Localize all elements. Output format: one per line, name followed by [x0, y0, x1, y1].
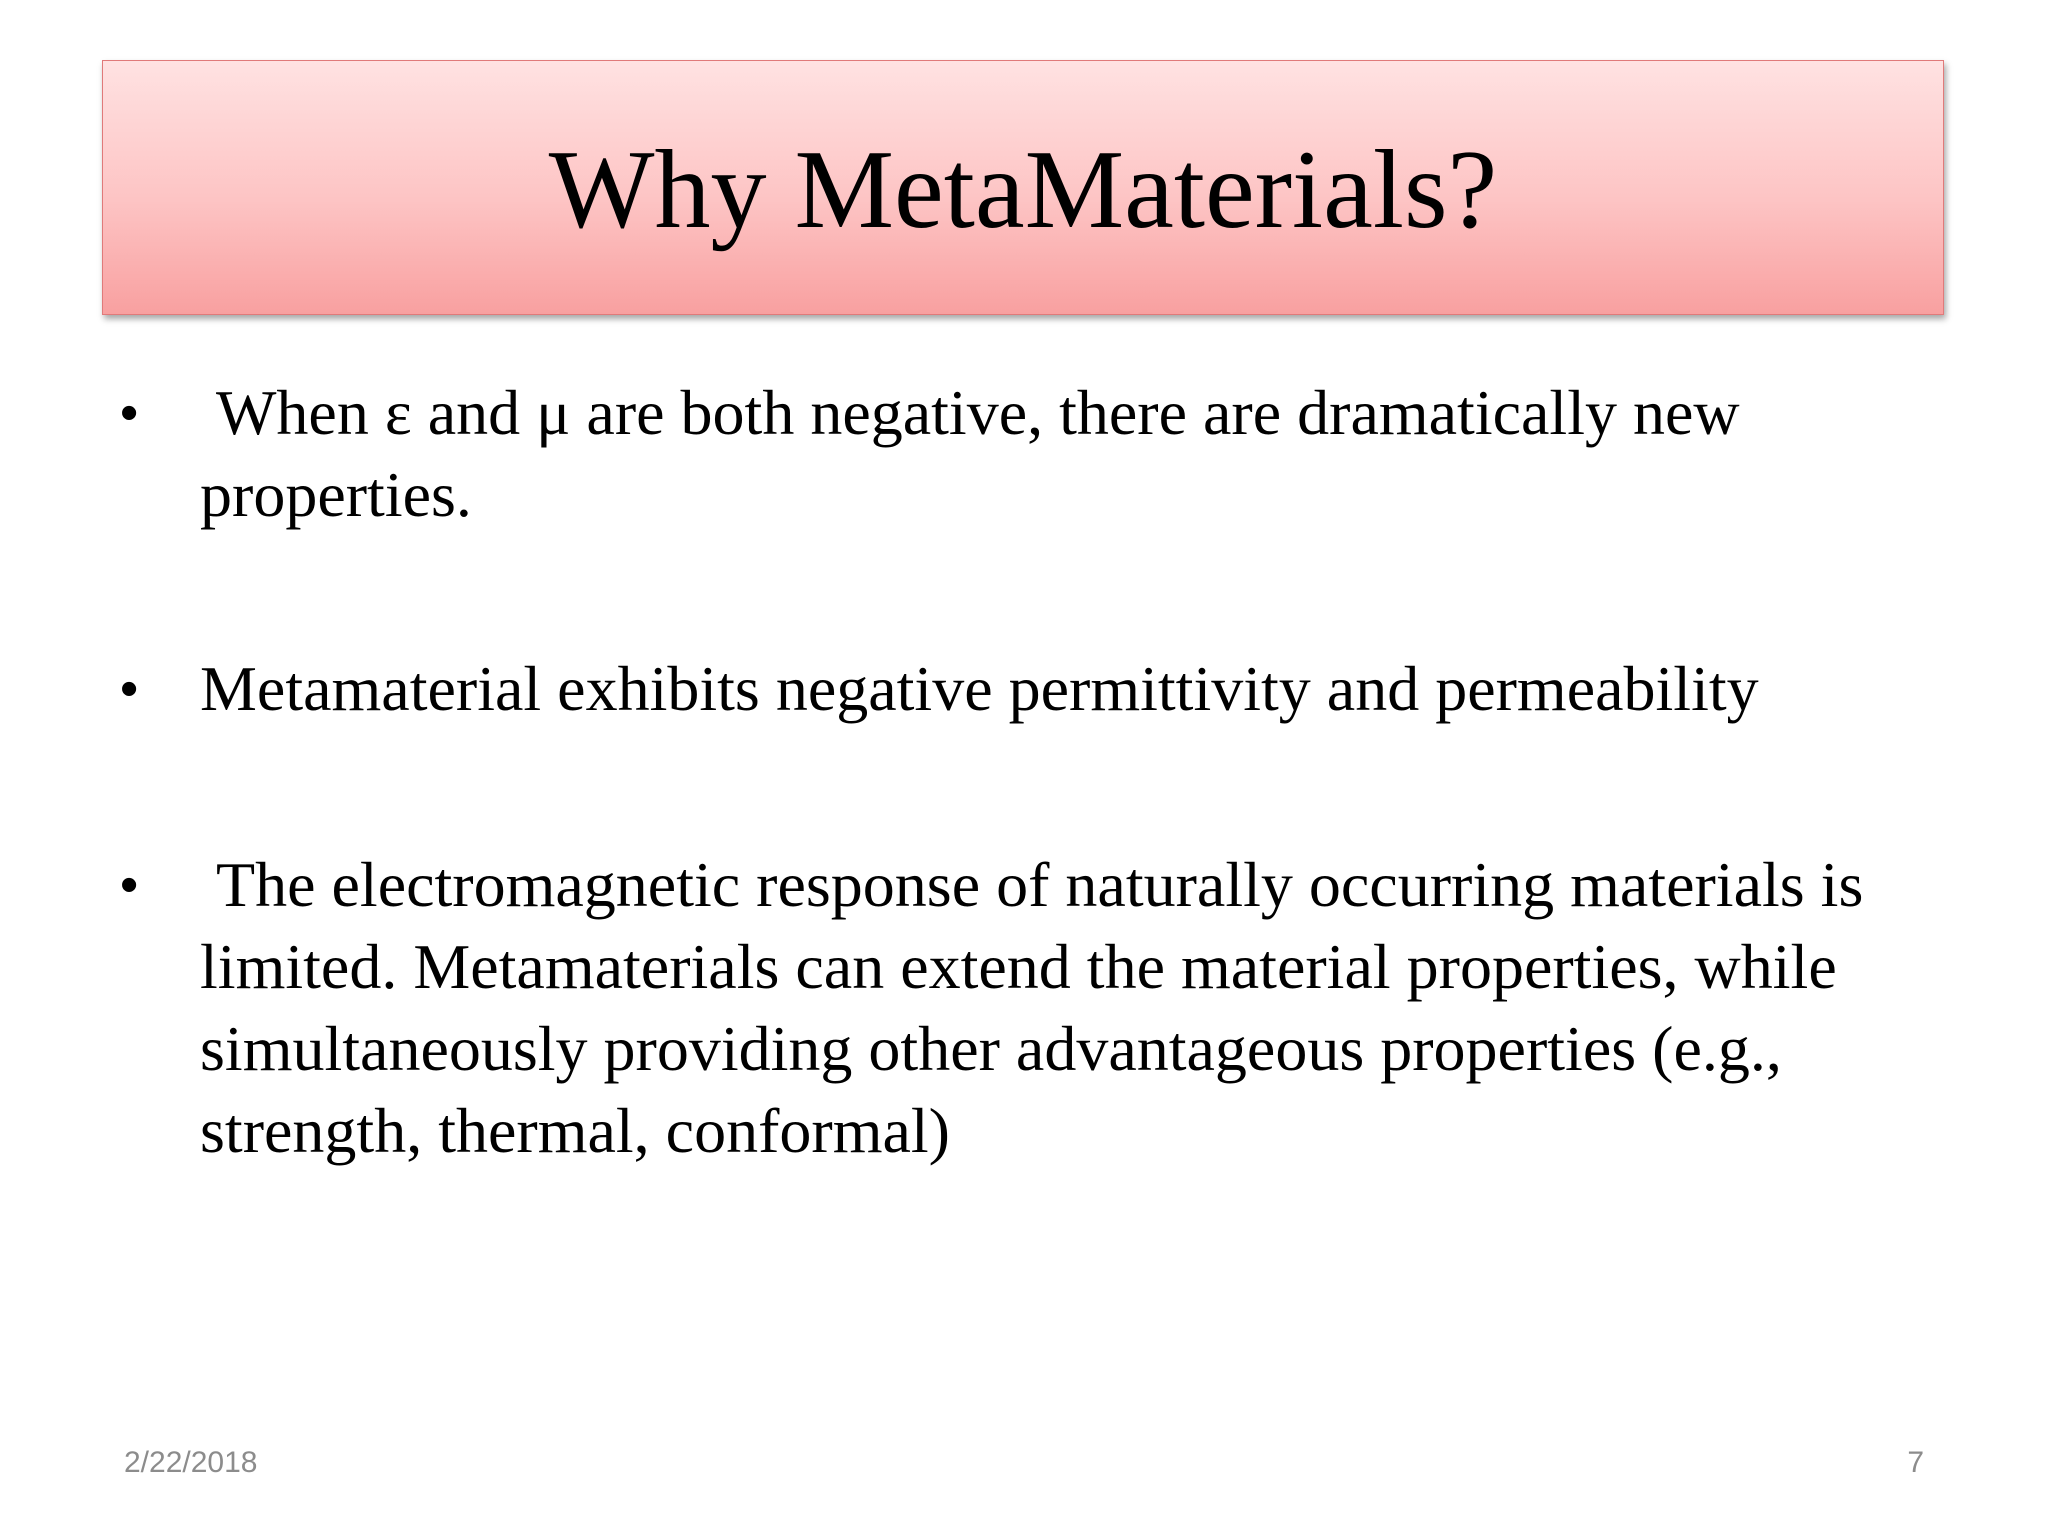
bullet-text: When ε and μ are both negative, there are dramatically new properties. — [200, 377, 1740, 530]
bullet-list — [120, 372, 1920, 1172]
bullet-text: Metamaterial exhibits negative permittivity and permeability — [200, 653, 1759, 724]
slide-title: Why MetaMaterials? — [548, 128, 1498, 252]
bullet-item — [120, 648, 1920, 730]
bullet-text: The electromagnetic response of naturally occurring materials is limited. Metamaterials can extend the material properties, while simultaneously providing other advantageous properties (e.g., strength, thermal, conformal) — [200, 849, 1864, 1166]
footer-date: 2/22/2018 — [124, 1446, 258, 1479]
bullet-marker: • — [120, 660, 139, 718]
footer-page-number: 7 — [1907, 1446, 1924, 1479]
bullet-item — [120, 844, 1920, 1172]
bullet-item — [120, 372, 1920, 536]
bullet-marker: • — [120, 384, 139, 442]
bullet-marker: • — [120, 856, 139, 914]
title-banner — [102, 60, 1944, 315]
